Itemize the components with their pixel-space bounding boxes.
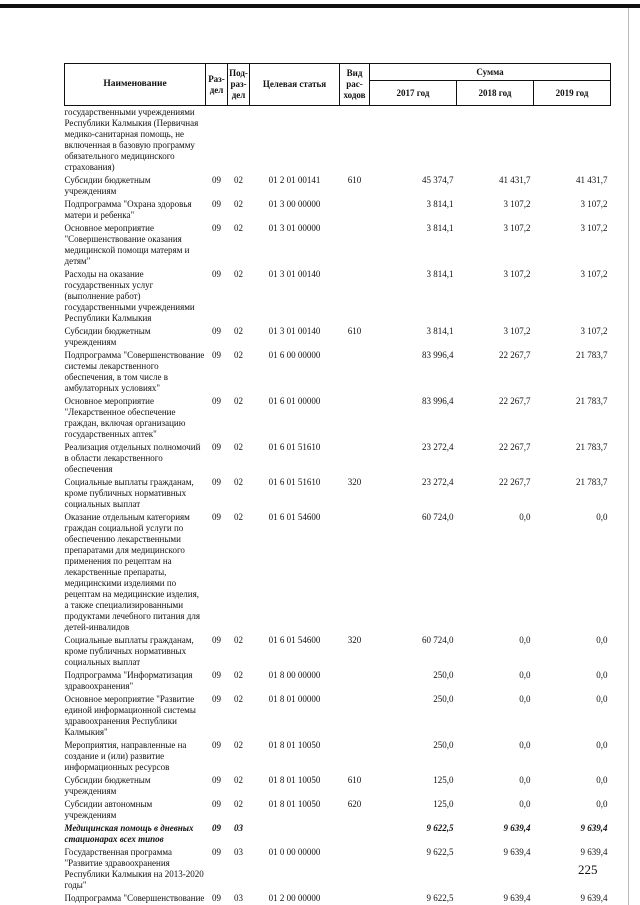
row-razdel: 09 <box>212 847 221 857</box>
row-sum-2017: 250,0 <box>433 694 454 704</box>
row-razdel: 09 <box>212 269 221 279</box>
row-vid-rashodov <box>340 511 370 634</box>
row-celevaya-statya: 01 8 01 10050 <box>268 775 321 785</box>
row-name: Оказание отдельным категориям граждан социальной услуги по обеспечению лекарственными препаратами для медицинского применения по рецептам на лекарственные препараты, медицинскими изделиями по рецептам на медицинские изделия, а также специализированными продуктами лечебного питания для детей-инвалидов <box>64 512 200 632</box>
header-summa: Сумма <box>370 64 611 81</box>
header-2018: 2018 год <box>457 81 534 106</box>
table-row <box>65 511 611 634</box>
row-podrazdel: 02 <box>234 477 243 487</box>
row-sum-2019: 9 639,4 <box>580 847 608 857</box>
row-sum-2017: 250,0 <box>433 740 454 750</box>
row-sum-2019: 21 783,7 <box>576 477 608 487</box>
row-celevaya-statya: 01 3 00 00000 <box>268 199 321 209</box>
row-sum-2019: 3 107,2 <box>580 269 608 279</box>
row-sum-2019: 0,0 <box>596 775 608 785</box>
row-name: Социальные выплаты гражданам, кроме публичных нормативных социальных выплат <box>64 477 194 509</box>
row-vid-rashodov: 610 <box>347 326 362 336</box>
row-razdel: 09 <box>212 477 221 487</box>
row-sum-2018: 0,0 <box>519 740 531 750</box>
row-sum-2017: 83 996,4 <box>422 350 454 360</box>
row-name: Субсидии бюджетным учреждениям <box>64 326 151 347</box>
row-celevaya-statya: 01 2 01 00141 <box>268 175 321 185</box>
row-vid-rashodov <box>340 441 370 476</box>
table-row <box>65 669 611 693</box>
row-sum-2018: 0,0 <box>519 799 531 809</box>
row-name: Субсидии бюджетным учреждениям <box>64 775 151 796</box>
row-sum-2017 <box>370 106 457 175</box>
row-vid-rashodov <box>340 693 370 739</box>
row-celevaya-statya: 01 8 00 00000 <box>268 670 321 680</box>
row-sum-2019: 9 639,4 <box>580 893 608 903</box>
row-vid-rashodov: 610 <box>347 175 362 185</box>
row-vid-rashodov: 610 <box>347 775 362 785</box>
table-row <box>65 441 611 476</box>
row-razdel: 09 <box>212 350 221 360</box>
row-sum-2019: 21 783,7 <box>576 396 608 406</box>
row-podrazdel: 02 <box>234 512 243 522</box>
row-name: Основное мероприятие "Лекарственное обеспечение граждан, включая организацию государственных аптек" <box>64 396 186 439</box>
row-name: Реализация отдельных полномочий в области лекарственного обеспечения <box>64 442 201 474</box>
header-razdel: Раз-дел <box>206 64 228 106</box>
row-sum-2019: 9 639,4 <box>580 823 608 833</box>
row-celevaya-statya <box>250 106 340 175</box>
row-sum-2018: 22 267,7 <box>499 477 531 487</box>
row-podrazdel: 02 <box>234 269 243 279</box>
row-vid-rashodov <box>340 268 370 325</box>
header-2019: 2019 год <box>534 81 611 106</box>
row-sum-2017: 3 814,1 <box>426 223 454 233</box>
row-sum-2017: 60 724,0 <box>422 512 454 522</box>
row-sum-2017: 3 814,1 <box>426 326 454 336</box>
row-razdel: 09 <box>212 823 221 833</box>
header-vid-rashodov: Вид рас-ходов <box>340 64 370 106</box>
row-sum-2019: 0,0 <box>596 740 608 750</box>
row-name: Подпрограмма "Совершенствование системы лекарственного обеспечения, в том числе в амбулаторных условиях" <box>64 350 205 393</box>
row-sum-2017: 45 374,7 <box>422 175 454 185</box>
header-name: Наименование <box>65 64 206 106</box>
row-celevaya-statya: 01 6 01 54600 <box>268 512 321 522</box>
right-edge-rule <box>628 8 629 905</box>
row-podrazdel: 02 <box>234 694 243 704</box>
row-sum-2017: 60 724,0 <box>422 635 454 645</box>
row-vid-rashodov: 320 <box>347 635 362 645</box>
row-celevaya-statya: 01 8 01 10050 <box>268 799 321 809</box>
row-vid-rashodov <box>340 349 370 395</box>
row-razdel: 09 <box>212 442 221 452</box>
top-rule <box>0 4 640 8</box>
table-row <box>65 222 611 268</box>
row-celevaya-statya: 01 3 01 00140 <box>268 269 321 279</box>
table-row <box>65 395 611 441</box>
row-name: Расходы на оказание государственных услуг (выполнение работ) государственными учреждениями Республики Калмыкия <box>64 269 195 323</box>
table-row <box>65 739 611 774</box>
row-sum-2019: 21 783,7 <box>576 442 608 452</box>
row-name: Субсидии бюджетным учреждениям <box>64 175 151 196</box>
row-name: государственными учреждениями Республики Калмыкия (Первичная медико-санитарная помощь, не включенная в базовую программу обязательного медицинского страхования) <box>64 107 199 172</box>
row-podrazdel: 02 <box>234 799 243 809</box>
row-sum-2017: 23 272,4 <box>422 477 454 487</box>
row-razdel: 09 <box>212 396 221 406</box>
row-podrazdel: 02 <box>234 223 243 233</box>
row-sum-2018: 0,0 <box>519 635 531 645</box>
row-sum-2017: 125,0 <box>433 775 454 785</box>
row-podrazdel: 02 <box>234 670 243 680</box>
row-razdel: 09 <box>212 223 221 233</box>
row-sum-2019: 0,0 <box>596 670 608 680</box>
row-sum-2019: 3 107,2 <box>580 326 608 336</box>
row-name: Медицинская помощь в дневных стационарах всех типов <box>64 823 194 844</box>
row-name: Государственная программа "Развитие здравоохранения Республики Калмыкия на 2013-2020 годы" <box>64 847 204 890</box>
row-vid-rashodov: 620 <box>347 799 362 809</box>
row-razdel: 09 <box>212 694 221 704</box>
row-sum-2018 <box>457 106 534 175</box>
header-celevaya-statya: Целевая статья <box>250 64 340 106</box>
row-podrazdel: 02 <box>234 199 243 209</box>
row-sum-2019: 0,0 <box>596 799 608 809</box>
row-celevaya-statya: 01 8 01 00000 <box>268 694 321 704</box>
row-sum-2017: 125,0 <box>433 799 454 809</box>
row-vid-rashodov <box>340 739 370 774</box>
row-razdel: 09 <box>212 740 221 750</box>
row-sum-2017: 83 996,4 <box>422 396 454 406</box>
row-sum-2019: 21 783,7 <box>576 350 608 360</box>
table-row <box>65 846 611 892</box>
row-sum-2019: 3 107,2 <box>580 199 608 209</box>
row-podrazdel: 02 <box>234 350 243 360</box>
row-sum-2018: 0,0 <box>519 775 531 785</box>
header-podrazdel: Под-раз-дел <box>228 64 250 106</box>
row-podrazdel: 02 <box>234 396 243 406</box>
row-podrazdel: 03 <box>234 893 243 903</box>
row-sum-2019: 0,0 <box>596 512 608 522</box>
row-sum-2018: 3 107,2 <box>503 326 531 336</box>
header-2017: 2017 год <box>370 81 457 106</box>
row-sum-2019: 3 107,2 <box>580 223 608 233</box>
row-podrazdel: 02 <box>234 635 243 645</box>
row-celevaya-statya: 01 6 01 51610 <box>268 442 321 452</box>
row-podrazdel: 02 <box>234 740 243 750</box>
row-razdel: 09 <box>212 775 221 785</box>
row-sum-2017: 250,0 <box>433 670 454 680</box>
row-sum-2018: 0,0 <box>519 670 531 680</box>
row-sum-2017: 23 272,4 <box>422 442 454 452</box>
row-celevaya-statya <box>250 822 340 846</box>
row-razdel: 09 <box>212 893 221 903</box>
row-celevaya-statya: 01 6 01 00000 <box>268 396 321 406</box>
table-row <box>65 822 611 846</box>
row-razdel: 09 <box>212 199 221 209</box>
row-celevaya-statya: 01 3 01 00140 <box>268 326 321 336</box>
row-vid-rashodov <box>340 846 370 892</box>
table-row <box>65 892 611 905</box>
table-body <box>65 106 611 905</box>
row-name: Подпрограмма "Охрана здоровья матери и ребенка" <box>64 199 192 220</box>
row-razdel: 09 <box>212 512 221 522</box>
row-sum-2018: 0,0 <box>519 512 531 522</box>
row-celevaya-statya: 01 3 01 00000 <box>268 223 321 233</box>
row-celevaya-statya: 01 6 01 51610 <box>268 477 321 487</box>
row-celevaya-statya: 01 8 01 10050 <box>268 740 321 750</box>
row-name: Подпрограмма "Информатизация здравоохранения" <box>64 670 193 691</box>
row-name: Социальные выплаты гражданам, кроме публичных нормативных социальных выплат <box>64 635 194 667</box>
row-vid-rashodov <box>340 106 370 175</box>
table-row <box>65 774 611 798</box>
row-sum-2018: 9 639,4 <box>503 823 531 833</box>
row-razdel: 09 <box>212 635 221 645</box>
row-razdel: 09 <box>212 326 221 336</box>
row-name: Основное мероприятие "Развитие единой информационной системы здравоохранения Республики Калмыкия" <box>64 694 196 737</box>
row-sum-2017: 9 622,5 <box>426 893 454 903</box>
row-vid-rashodov: 320 <box>347 477 362 487</box>
row-sum-2019 <box>534 106 611 175</box>
row-name: Подпрограмма "Совершенствование <box>64 893 205 903</box>
row-sum-2019: 41 431,7 <box>576 175 608 185</box>
page-number: 225 <box>578 862 598 877</box>
row-podrazdel: 03 <box>234 823 243 833</box>
row-sum-2018: 41 431,7 <box>499 175 531 185</box>
row-razdel: 09 <box>212 670 221 680</box>
row-sum-2018: 3 107,2 <box>503 199 531 209</box>
row-razdel: 09 <box>212 799 221 809</box>
row-podrazdel: 02 <box>234 326 243 336</box>
row-sum-2018: 22 267,7 <box>499 396 531 406</box>
row-vid-rashodov <box>340 395 370 441</box>
row-podrazdel: 02 <box>234 775 243 785</box>
row-podrazdel: 03 <box>234 847 243 857</box>
table-row <box>65 268 611 325</box>
table-row <box>65 325 611 349</box>
row-vid-rashodov <box>340 669 370 693</box>
table-row <box>65 798 611 822</box>
table-row <box>65 198 611 222</box>
row-sum-2017: 9 622,5 <box>426 823 454 833</box>
table-row <box>65 106 611 175</box>
table-row <box>65 349 611 395</box>
row-celevaya-statya: 01 0 00 00000 <box>268 847 321 857</box>
row-name: Субсидии автономным учреждениям <box>64 799 153 820</box>
row-razdel: 09 <box>212 175 221 185</box>
row-sum-2018: 9 639,4 <box>503 893 531 903</box>
row-sum-2018: 22 267,7 <box>499 350 531 360</box>
table-row <box>65 693 611 739</box>
row-sum-2018: 22 267,7 <box>499 442 531 452</box>
table-row <box>65 476 611 511</box>
row-sum-2017: 3 814,1 <box>426 199 454 209</box>
row-vid-rashodov <box>340 198 370 222</box>
row-sum-2019: 0,0 <box>596 635 608 645</box>
table-header <box>65 64 611 106</box>
row-celevaya-statya: 01 6 01 54600 <box>268 635 321 645</box>
budget-table <box>64 63 611 905</box>
row-celevaya-statya: 01 2 00 00000 <box>268 893 321 903</box>
row-razdel <box>206 106 228 175</box>
row-vid-rashodov <box>340 892 370 905</box>
row-sum-2018: 3 107,2 <box>503 269 531 279</box>
row-sum-2018: 3 107,2 <box>503 223 531 233</box>
row-name: Мероприятия, направленные на создание и (или) развитие информационных ресурсов <box>64 740 187 772</box>
row-sum-2019: 0,0 <box>596 694 608 704</box>
row-celevaya-statya: 01 6 00 00000 <box>268 350 321 360</box>
row-vid-rashodov <box>340 222 370 268</box>
row-sum-2018: 9 639,4 <box>503 847 531 857</box>
row-vid-rashodov <box>340 822 370 846</box>
row-podrazdel: 02 <box>234 175 243 185</box>
row-podrazdel: 02 <box>234 442 243 452</box>
table-row <box>65 174 611 198</box>
row-sum-2018: 0,0 <box>519 694 531 704</box>
row-sum-2017: 3 814,1 <box>426 269 454 279</box>
table-row <box>65 634 611 669</box>
row-sum-2017: 9 622,5 <box>426 847 454 857</box>
row-name: Основное мероприятие "Совершенствование оказания медицинской помощи матерям и детям" <box>64 223 190 266</box>
row-podrazdel <box>228 106 250 175</box>
